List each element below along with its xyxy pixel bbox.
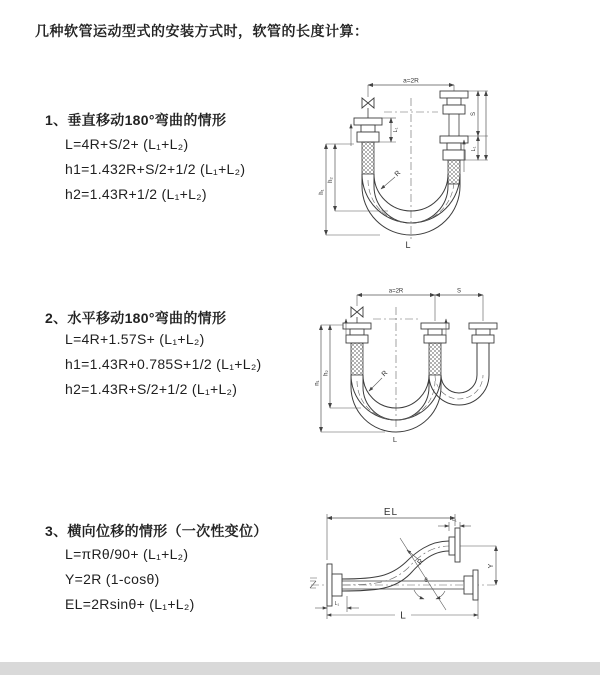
pipe-break-symbol [310,578,317,588]
diagram-vertical-180-bend [318,72,498,254]
d3-label-l: L [400,610,406,622]
d1-label-l: L [405,240,411,250]
page-bottom-edge [0,662,600,675]
d2-hose-u-curves [351,343,489,432]
section-3-heading: 3、横向位移的情形（一次性变位） [45,523,268,539]
section-2-formula-h1: h1=1.43R+0.785S+1/2 (L₁+L₂) [65,356,262,372]
d2-dimension-top [357,289,483,322]
braided-hose-section [448,160,460,184]
d1-label-h2: h₂ [328,177,334,183]
d3-dimension-l1-bottom [315,596,359,612]
section-1-formula-l: L=4R+S/2+ (L₁+L₂) [65,136,189,152]
d2-label-h2: h₂ [323,370,330,376]
section-2-formula-l: L=4R+1.57S+ (L₁+L₂) [65,331,205,347]
d2-flanges [343,323,497,375]
braided-hose-section [362,142,374,174]
section-2-formula-h2: h2=1.43R+S/2+1/2 (L₁+L₂) [65,381,238,397]
d1-dimension-right [462,91,488,160]
braided-hose-section [351,343,363,375]
d2-radius-callout [369,370,389,391]
d3-label-y: Y [488,563,495,569]
section-1-formula-h1: h1=1.432R+S/2+1/2 (L₁+L₂) [65,161,246,177]
d1-label-l1-left: L₁ [393,127,399,133]
d3-label-r: R [416,557,426,567]
d3-left-flange [327,564,342,606]
d3-label-l1-bottom: L₁ [334,601,340,607]
page-title: 几种软管运动型式的安装方式时，软管的长度计算： [35,23,369,39]
section-1-formula-h2: h2=1.43R+1/2 (L₁+L₂) [65,186,207,202]
d3-label-l1-top: L₁ [452,517,457,523]
d1-label-s: S [471,111,477,117]
d1-label-a2r: a=2R [403,77,419,85]
d1-label-r: R [393,169,403,179]
d1-radius-callout [381,170,402,189]
d2-centerlines [373,307,421,429]
diagram-horizontal-180-bend [315,283,500,453]
diagram-lateral-displacement [303,500,503,630]
section-1-heading: 1、垂直移动180°弯曲的情形 [45,112,227,128]
section-3-formula-y: Y=2R (1-cosθ) [65,571,160,587]
d2-label-a2r: a=2R [388,288,404,295]
d1-label-l1-right: L₁ [471,146,477,152]
d3-label-el: EL [383,507,399,518]
d3-label-theta: θ [424,578,428,584]
d3-dimension-l1-top [438,517,471,531]
d2-label-l: L [392,435,398,444]
d2-label-h1: h₁ [315,380,321,386]
section-2-heading: 2、水平移动180°弯曲的情形 [45,310,227,326]
d3-dimension-l [327,592,478,622]
d2-label-s: S [456,288,462,295]
d2-label-r: R [380,369,390,379]
section-3-formula-l: L=πRθ/90+ (L₁+L₂) [65,546,189,562]
braided-hose-section [429,343,441,375]
d1-label-h1: h₁ [319,189,325,195]
valve-icon [351,307,363,323]
valve-icon [362,98,374,118]
d3-dimension-el [327,507,455,560]
d3-displaced-hose [342,528,460,591]
section-3-formula-el: EL=2Rsinθ+ (L₁+L₂) [65,596,195,612]
d1-left-flange [354,118,382,174]
